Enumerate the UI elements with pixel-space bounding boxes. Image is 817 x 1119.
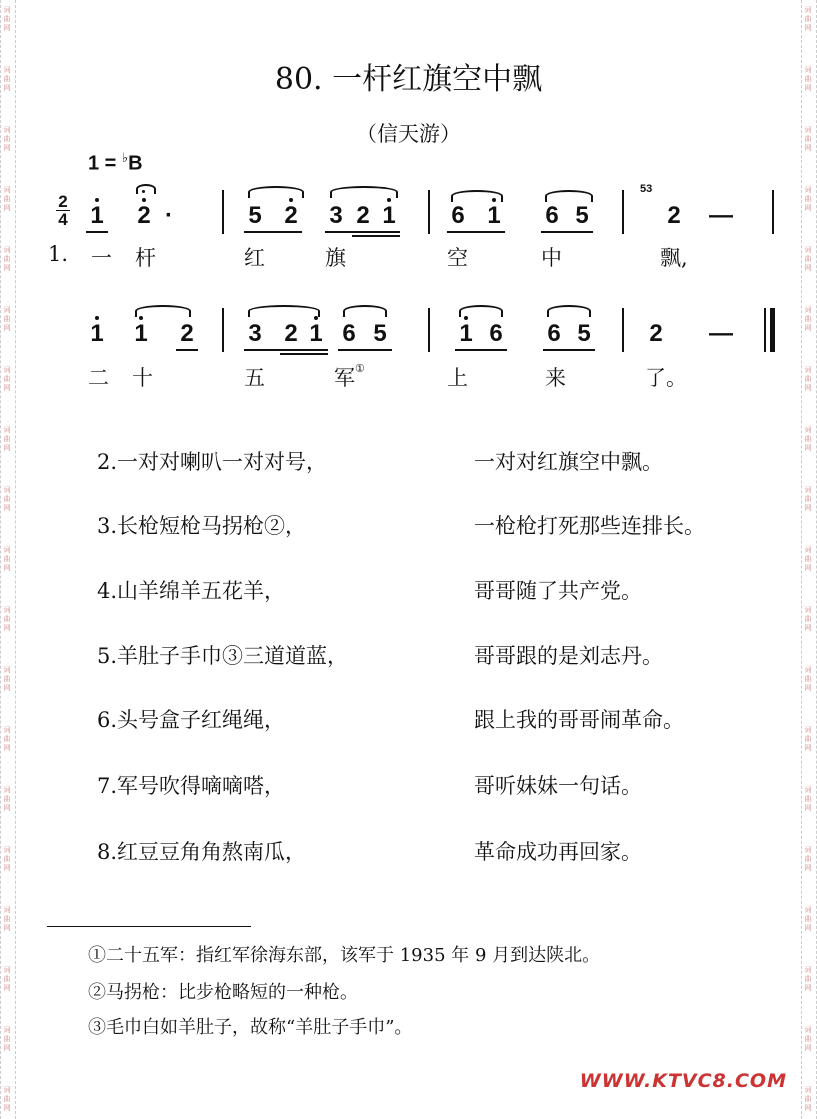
song-title: 80. 一杆红旗空中飘: [274, 62, 543, 97]
note: 5: [373, 320, 387, 347]
beat-underline: [543, 349, 595, 351]
lyric: 杆: [135, 246, 156, 270]
side-watermark: 词 曲 网: [804, 846, 812, 872]
side-watermark: 词 曲 网: [3, 6, 11, 32]
octave-dot: [289, 198, 293, 202]
note: 6: [545, 202, 559, 229]
footnote: ③毛巾白如羊肚子，故称“羊肚子手巾”。: [88, 1017, 413, 1038]
octave-dot: [142, 198, 146, 202]
side-watermark: 词 曲 网: [3, 786, 11, 812]
lyric: 中: [541, 246, 562, 270]
note: 2: [284, 320, 298, 347]
side-watermark: 词 曲 网: [804, 906, 812, 932]
side-watermark: 词 曲 网: [3, 726, 11, 752]
footnote-ref: ①: [355, 362, 365, 375]
note: 6: [451, 202, 465, 229]
lyric: 上: [447, 366, 468, 390]
fermata-dot: [142, 190, 145, 193]
beat-underline: [280, 353, 328, 355]
beat-underline: [447, 231, 505, 233]
verse-right: 哥哥随了共产党。: [474, 579, 642, 603]
lyric: 空: [447, 246, 468, 270]
side-watermark: 词 曲 网: [804, 186, 812, 212]
note: 1: [459, 320, 473, 347]
verse-left: 6.头号盒子红绳绳，: [97, 708, 286, 732]
side-watermark: 词 曲 网: [3, 1026, 11, 1052]
slur: [248, 305, 320, 317]
side-watermark: 词 曲 网: [3, 666, 11, 692]
slur: [547, 305, 591, 317]
beat-underline: [325, 231, 400, 233]
side-watermark: 词 曲 网: [3, 366, 11, 392]
lyric: 二: [88, 366, 109, 390]
note: 1: [90, 320, 104, 347]
note: 1: [487, 202, 501, 229]
lyric: 红: [244, 246, 265, 270]
verse-left: 8.红豆豆角角熬南瓜，: [97, 840, 307, 864]
verse-left: 3.长枪短枪马拐枪②，: [97, 514, 307, 538]
note: 1: [309, 320, 323, 347]
beat-underline: [176, 349, 198, 351]
note: 2: [180, 320, 194, 347]
side-watermark: 词 曲 网: [3, 306, 11, 332]
beat-underline: [86, 231, 108, 233]
side-watermark: 词 曲 网: [3, 1086, 11, 1112]
note: 1: [90, 202, 104, 229]
verse-right: 哥哥跟的是刘志丹。: [474, 644, 663, 668]
bar-line: [222, 190, 224, 234]
side-watermark: 词 曲 网: [804, 366, 812, 392]
beat-underline: [352, 235, 400, 237]
verse-right: 跟上我的哥哥闹革命。: [474, 708, 684, 732]
side-watermark: 词 曲 网: [804, 486, 812, 512]
song-subtitle: （信天游）: [356, 122, 461, 146]
dash: —: [709, 202, 733, 229]
lyric: 一: [91, 246, 112, 270]
side-watermark: 词 曲 网: [804, 246, 812, 272]
verse-right: 哥听妹妹一句话。: [474, 774, 642, 798]
bar-line: [428, 308, 430, 352]
website-watermark[interactable]: WWW.KTVC8.COM: [579, 1070, 787, 1092]
slur: [248, 186, 304, 198]
bar-line: [428, 190, 430, 234]
side-watermark: 词 曲 网: [804, 1026, 812, 1052]
slur: [451, 190, 503, 202]
note: 3: [248, 320, 262, 347]
dash: —: [709, 320, 733, 347]
side-watermark: 词 曲 网: [3, 246, 11, 272]
slur: [459, 305, 503, 317]
side-watermark: 词 曲 网: [804, 126, 812, 152]
side-watermark: 词 曲 网: [3, 906, 11, 932]
lyric-with-note: [334, 362, 365, 392]
side-watermark: 词 曲 网: [804, 1086, 812, 1112]
side-watermark: 词 曲 网: [804, 726, 812, 752]
lyric: 五: [244, 366, 265, 390]
side-watermark: 词 曲 网: [3, 66, 11, 92]
verse-left: 4.山羊绵羊五花羊，: [97, 579, 286, 603]
side-watermark: 词 曲 网: [3, 126, 11, 152]
side-watermark: 词 曲 网: [804, 426, 812, 452]
note: 6: [547, 320, 561, 347]
note: 6: [489, 320, 503, 347]
footnote: ①二十五军：指红军徐海东部，该军于 1935 年 9 月到达陕北。: [88, 945, 601, 966]
lyric: 来: [545, 366, 566, 390]
side-watermark: 词 曲 网: [3, 486, 11, 512]
bar-line: [222, 308, 224, 352]
side-watermark: 词 曲 网: [804, 546, 812, 572]
side-watermark: 词 曲 网: [3, 546, 11, 572]
key-signature: [88, 150, 143, 176]
lyric: 飘,: [660, 246, 688, 270]
note: 2: [284, 202, 298, 229]
verse-left: 2.一对对喇叭一对对号，: [97, 450, 328, 474]
verse-left: 7.军号吹得嘀嘀嗒，: [97, 774, 286, 798]
octave-dot: [95, 198, 99, 202]
verse-right: 一枪枪打死那些连排长。: [474, 514, 705, 538]
note: 2: [667, 202, 681, 229]
side-watermark: 词 曲 网: [804, 6, 812, 32]
lyric: 了。: [645, 366, 687, 390]
slur: [135, 305, 191, 317]
slur: [545, 190, 593, 202]
final-bar-thick: [770, 308, 775, 352]
lyric: 旗: [325, 246, 346, 270]
bar-line: [622, 190, 624, 234]
final-bar-thin: [764, 308, 766, 352]
side-watermark: 词 曲 网: [804, 306, 812, 332]
side-watermark: 词 曲 网: [3, 846, 11, 872]
flat-sign: ♭: [121, 150, 129, 165]
time-sig-top: 2: [58, 192, 68, 211]
slur: [343, 305, 387, 317]
octave-dot: [387, 198, 391, 202]
side-watermark: 词 曲 网: [804, 606, 812, 632]
beat-underline: [541, 231, 593, 233]
side-watermark: 词 曲 网: [3, 186, 11, 212]
bar-line: [772, 190, 774, 234]
footnote-rule: [47, 926, 251, 927]
key-note: B: [128, 152, 143, 175]
footnote: ②马拐枪：比步枪略短的一种枪。: [88, 982, 358, 1003]
note: 2: [649, 320, 663, 347]
time-sig-bottom: 4: [56, 210, 70, 228]
lyric: 军: [334, 366, 355, 390]
beat-underline: [455, 349, 507, 351]
note: 5: [248, 202, 262, 229]
note: 1: [382, 202, 396, 229]
beat-underline: [338, 349, 392, 351]
bar-line: [622, 308, 624, 352]
side-watermark: 词 曲 网: [3, 606, 11, 632]
side-watermark: 词 曲 网: [3, 966, 11, 992]
lyric: 十: [132, 366, 153, 390]
side-watermark: 词 曲 网: [804, 66, 812, 92]
note: 1: [134, 320, 148, 347]
note: 5: [577, 320, 591, 347]
beat-underline: [244, 349, 328, 351]
note: 6: [342, 320, 356, 347]
note: 2: [356, 202, 370, 229]
side-watermark: 词 曲 网: [804, 966, 812, 992]
grace-notes: 53: [640, 183, 653, 195]
octave-dot: [95, 316, 99, 320]
verse-left: 5.羊肚子手巾③三道道蓝，: [97, 644, 349, 668]
verse-right: 革命成功再回家。: [474, 840, 642, 864]
side-watermark: 词 曲 网: [804, 786, 812, 812]
note: 2: [137, 202, 151, 229]
side-watermark: 词 曲 网: [804, 666, 812, 692]
verse-number: 1.: [48, 242, 69, 266]
verse-right: 一对对红旗空中飘。: [474, 450, 663, 474]
beat-underline: [244, 231, 302, 233]
note: 3: [329, 202, 343, 229]
time-signature: [56, 193, 70, 228]
note: 5: [575, 202, 589, 229]
side-watermark: 词 曲 网: [3, 426, 11, 452]
key-prefix: 1 =: [88, 152, 122, 175]
augmentation-dot: ·: [165, 202, 173, 229]
fermata: [136, 184, 156, 194]
slur: [330, 186, 398, 198]
